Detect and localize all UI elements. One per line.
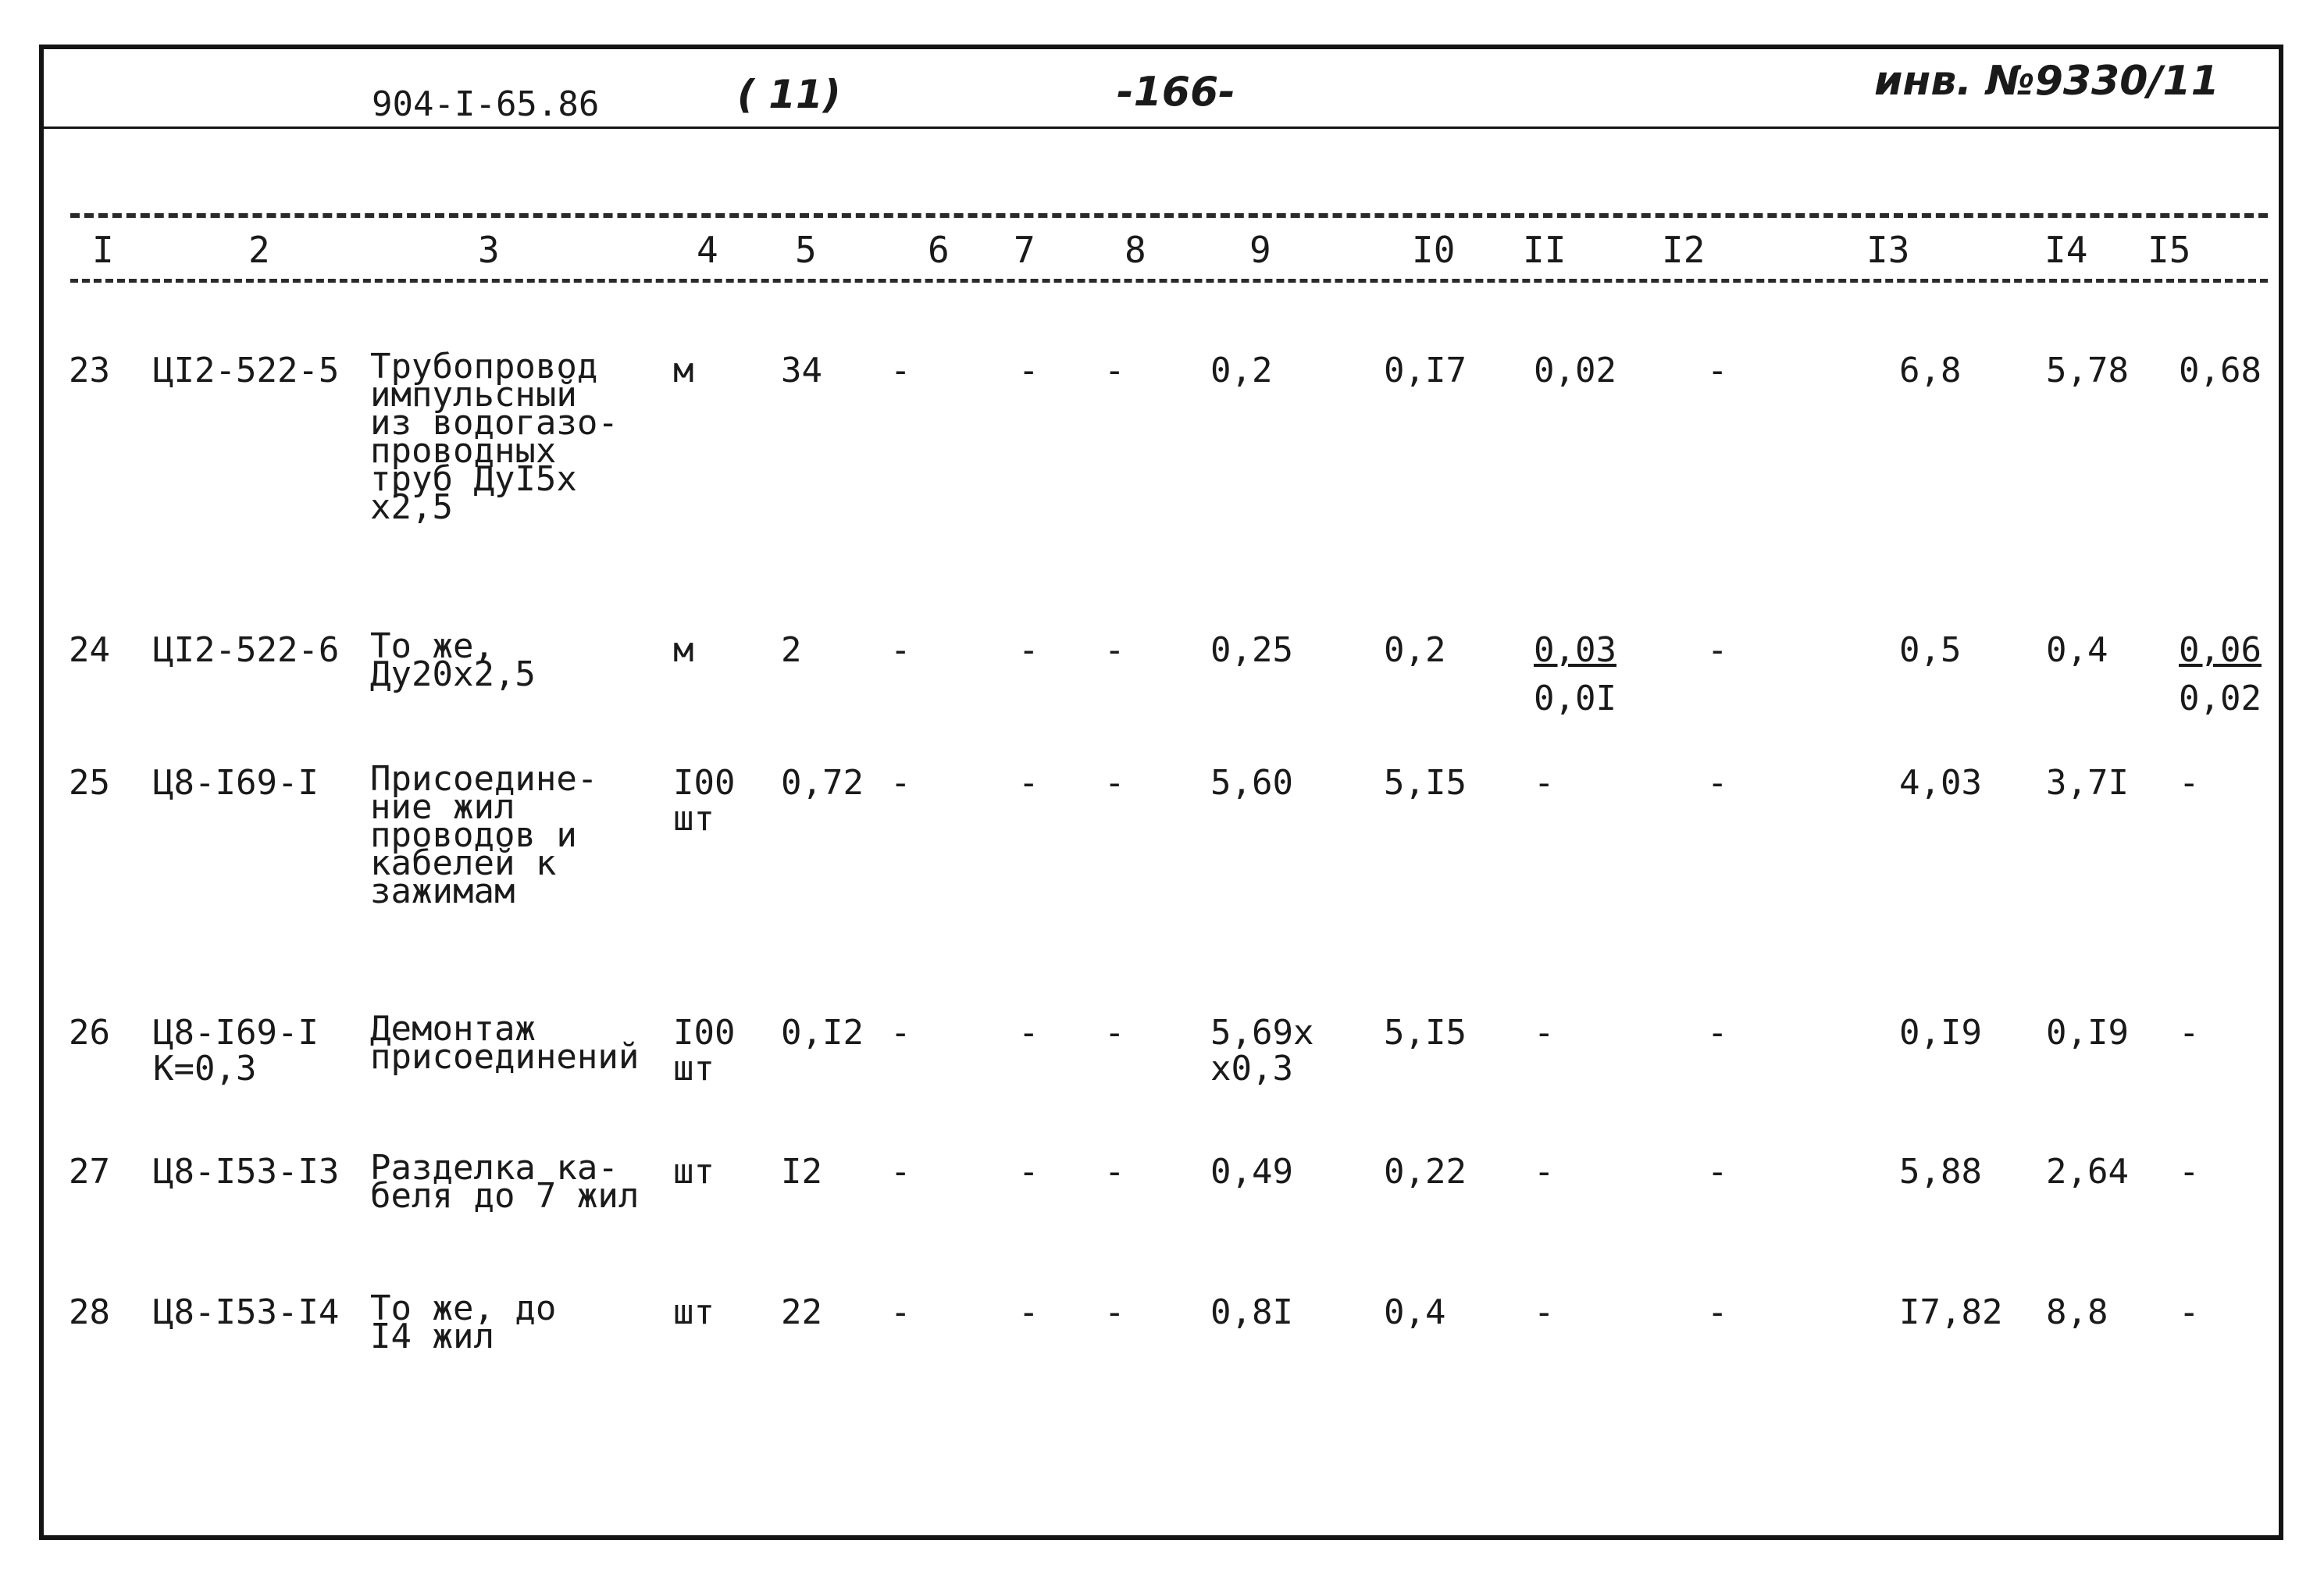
table-cell-c11: -	[1534, 1152, 1555, 1192]
column-header-top-rule	[70, 213, 2268, 218]
table-cell-c12: -	[1707, 763, 1728, 803]
table-cell-name: То же, до I4 жил	[370, 1288, 557, 1356]
table-cell-n: 26	[69, 1013, 110, 1053]
table-cell-c8: -	[1104, 763, 1125, 803]
column-number: 2	[248, 229, 270, 271]
table-cell-c15: -	[2179, 763, 2200, 803]
table-cell-code: Ц8-I69-I К=0,3	[153, 1013, 319, 1089]
table-cell-c15: -	[2179, 1292, 2200, 1332]
table-cell-c11-denominator: 0,0I	[1534, 679, 1616, 718]
table-cell-name: Разделка ка- беля до 7 жил	[370, 1148, 640, 1216]
table-cell-c15: 0,68	[2179, 351, 2262, 390]
document-code: 904-I-65.86	[372, 84, 600, 124]
table-cell-c7: -	[1018, 630, 1039, 670]
table-cell-c7: -	[1018, 351, 1039, 390]
column-number: 6	[928, 229, 950, 271]
table-cell-n: 23	[69, 351, 110, 390]
table-cell-c10: 0,4	[1384, 1292, 1446, 1332]
table-cell-code: ЦI2-522-6	[153, 630, 340, 670]
sub-number: ( 11)	[737, 72, 841, 117]
table-cell-c6: -	[890, 1292, 911, 1332]
table-cell-c5: 22	[781, 1292, 822, 1332]
table-cell-c8: -	[1104, 1013, 1125, 1053]
table-cell-name: Демонтаж присоединений	[370, 1009, 640, 1077]
column-number: I2	[1662, 229, 1706, 271]
table-cell-c13: 4,03	[1899, 763, 1982, 803]
table-cell-c6: -	[890, 1152, 911, 1192]
table-cell-c12: -	[1707, 1292, 1728, 1332]
column-number: 8	[1125, 229, 1146, 271]
table-cell-n: 28	[69, 1292, 110, 1332]
table-cell-c9: 0,2	[1210, 351, 1273, 390]
table-cell-name: Трубопровод импульсный из водогазо- проводных труб ДуI5х х2,5	[370, 347, 618, 527]
table-cell-c11: 0,02	[1534, 351, 1616, 390]
table-cell-c14: 0,I9	[2046, 1013, 2129, 1053]
table-cell-n: 27	[69, 1152, 110, 1192]
column-number: 3	[478, 229, 500, 271]
table-cell-c13: 0,5	[1899, 630, 1962, 670]
table-cell-name: Присоедине- ние жил проводов и кабелей к зажимам	[370, 759, 598, 911]
column-number: I4	[2044, 229, 2088, 271]
table-cell-unit: шт	[673, 1152, 715, 1192]
table-cell-code: Ц8-I69-I	[153, 763, 319, 803]
table-cell-c5: 0,72	[781, 763, 864, 803]
table-cell-code: Ц8-I53-I4	[153, 1292, 340, 1332]
table-cell-c8: -	[1104, 351, 1125, 390]
table-cell-c9: 5,69х х0,3	[1210, 1013, 1314, 1089]
column-number: 5	[795, 229, 817, 271]
column-number: I	[92, 229, 114, 271]
page-number: -166-	[1117, 69, 1235, 116]
table-cell-c7: -	[1018, 763, 1039, 803]
table-cell-n: 25	[69, 763, 110, 803]
table-cell-c10: 0,22	[1384, 1152, 1467, 1192]
table-cell-c8: -	[1104, 630, 1125, 670]
table-cell-c11: -	[1534, 1292, 1555, 1332]
table-cell-n: 24	[69, 630, 110, 670]
table-cell-c11: -	[1534, 763, 1555, 803]
table-cell-unit: I00 шт	[673, 763, 736, 839]
table-cell-c5: 2	[781, 630, 802, 670]
table-cell-c14: 0,4	[2046, 630, 2108, 670]
table-cell-c12: -	[1707, 1013, 1728, 1053]
table-cell-c7: -	[1018, 1152, 1039, 1192]
table-cell-c14: 3,7I	[2046, 763, 2129, 803]
table-cell-c15: -	[2179, 1152, 2200, 1192]
table-cell-unit: м	[673, 351, 694, 390]
table-cell-c12: -	[1707, 1152, 1728, 1192]
table-cell-name: То же, Ду20х2,5	[370, 626, 536, 694]
table-cell-code: ЦI2-522-5	[153, 351, 340, 390]
table-cell-c14: 2,64	[2046, 1152, 2129, 1192]
table-cell-c10: 0,I7	[1384, 351, 1467, 390]
header-divider	[39, 127, 2283, 129]
table-cell-c12: -	[1707, 351, 1728, 390]
table-cell-c7: -	[1018, 1013, 1039, 1053]
table-cell-c6: -	[890, 1013, 911, 1053]
table-cell-c9: 0,8I	[1210, 1292, 1293, 1332]
table-cell-c15-denominator: 0,02	[2179, 679, 2262, 718]
column-header-bottom-rule	[70, 279, 2268, 283]
table-cell-c9: 5,60	[1210, 763, 1293, 803]
table-cell-c13: 5,88	[1899, 1152, 1982, 1192]
table-cell-c9: 0,49	[1210, 1152, 1293, 1192]
table-cell-c6: -	[890, 763, 911, 803]
table-cell-c5: 0,I2	[781, 1013, 864, 1053]
table-cell-c11: 0,03	[1534, 630, 1616, 670]
table-cell-c6: -	[890, 630, 911, 670]
table-cell-c10: 0,2	[1384, 630, 1446, 670]
table-cell-unit: I00 шт	[673, 1013, 736, 1089]
table-cell-c14: 5,78	[2046, 351, 2129, 390]
table-cell-c14: 8,8	[2046, 1292, 2108, 1332]
table-cell-c9: 0,25	[1210, 630, 1293, 670]
column-number: I0	[1412, 229, 1456, 271]
table-cell-c8: -	[1104, 1292, 1125, 1332]
table-cell-c12: -	[1707, 630, 1728, 670]
table-cell-c7: -	[1018, 1292, 1039, 1332]
table-cell-c5: 34	[781, 351, 822, 390]
column-number: I3	[1866, 229, 1910, 271]
table-cell-c11: -	[1534, 1013, 1555, 1053]
table-cell-code: Ц8-I53-I3	[153, 1152, 340, 1192]
table-cell-c10: 5,I5	[1384, 763, 1467, 803]
table-cell-unit: м	[673, 630, 694, 670]
table-cell-c6: -	[890, 351, 911, 390]
table-cell-unit: шт	[673, 1292, 715, 1332]
table-cell-c10: 5,I5	[1384, 1013, 1467, 1053]
inventory-number: инв. №9330/11	[1874, 58, 2219, 105]
column-number: II	[1523, 229, 1567, 271]
table-cell-c13: I7,82	[1899, 1292, 2003, 1332]
table-cell-c15: -	[2179, 1013, 2200, 1053]
table-cell-c13: 6,8	[1899, 351, 1962, 390]
column-number: 4	[697, 229, 718, 271]
column-number: I5	[2148, 229, 2191, 271]
column-number: 7	[1014, 229, 1035, 271]
column-number: 9	[1249, 229, 1271, 271]
table-cell-c8: -	[1104, 1152, 1125, 1192]
table-cell-c15: 0,06	[2179, 630, 2262, 670]
table-cell-c13: 0,I9	[1899, 1013, 1982, 1053]
table-cell-c5: I2	[781, 1152, 822, 1192]
